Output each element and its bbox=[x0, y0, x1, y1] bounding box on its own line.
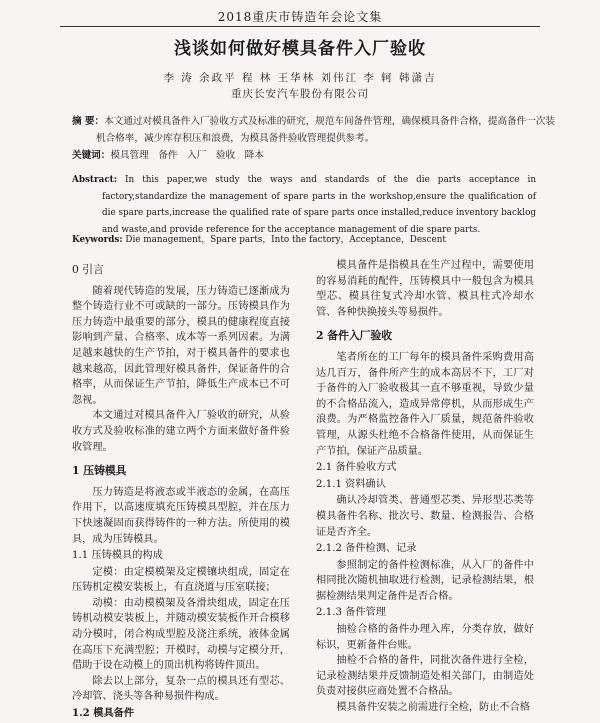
paragraph: 本文通过对模具备件入厂验收的研究，从验收方式及验收标准的建立两个方面来做好备件验收管理。 bbox=[72, 410, 290, 453]
abstract-en-label: Abstract: bbox=[72, 175, 117, 185]
subsubsection-heading: 2.1.2 备件检测、记录 bbox=[316, 543, 417, 555]
right-column bbox=[316, 258, 534, 716]
subsection-heading: 1.1 压铸模具的构成 bbox=[72, 550, 163, 562]
section-heading-acceptance: 2 备件入厂验收 bbox=[316, 329, 393, 343]
abstract-en bbox=[72, 172, 536, 238]
section-heading-die-casting: 1 压铸模具 bbox=[72, 464, 127, 478]
keywords-cn-text: 模具管理 备件 入厂 验收 降本 bbox=[110, 150, 264, 161]
subsection-heading: 1.2 模具备件 bbox=[72, 707, 135, 720]
paragraph: 抽检不合格的备件，同批次备件进行全检，记录检测结果并反馈制造处相关部门，由制造处负责对接供应商处置不合格品。 bbox=[316, 655, 534, 698]
abstract-cn-text: 本文通过对模具备件入厂验收方式及标准的研究，规范车间备件管理，确保模具备件合格，提高备件一次装机合格率，减少库存积压和浪费，为模具备件验收管理提供参考。 bbox=[96, 116, 556, 144]
abstract-cn-label: 摘 要： bbox=[72, 116, 105, 127]
keywords-cn bbox=[72, 148, 534, 164]
paragraph: 除去以上部分，复杂一点的模具还有型芯、冷却管、浇头等各种易损件构成。 bbox=[72, 675, 290, 703]
paragraph: 压力铸造是将液态或半液态的金属，在高压作用下，以高速度填充压铸模具型腔，并在压力下快速凝固而获得铸件的一种方法。所使用的模具，成为压铸模具。 bbox=[72, 486, 290, 545]
paragraph: 抽检合格的备件办理入库，分类存放，做好标识，更新备件台账。 bbox=[316, 624, 534, 651]
paragraph: 确认冷却管类、普通型芯类、异形型芯类等模具备件名称、批次号、数量、检测报告、合格证是否齐全。 bbox=[316, 495, 534, 538]
subsubsection-heading: 2.1.3 备件管理 bbox=[316, 607, 386, 619]
abstract-en-text: In this paper,we study the ways and standards of the die parts acceptance in factory,standardize the management of spare parts in the workshop,ensure the qualification of die spare parts,increase the qualified rate of spare parts once installed,reduce inventory backlog and waste,and provide reference for the acceptance management of die spare parts. bbox=[102, 175, 536, 235]
keywords-cn-label: 关键词： bbox=[72, 150, 111, 161]
keywords-en bbox=[72, 233, 536, 248]
author-list: 李 涛 余政平 程 林 王华林 刘伟江 李 轲 韩潇吉 bbox=[163, 72, 437, 84]
header-rule bbox=[60, 26, 540, 27]
paper-title: 浅谈如何做好模具备件入厂验收 bbox=[174, 39, 426, 59]
abstract-cn bbox=[72, 113, 558, 147]
paragraph: 动模：由动模模架及各滑块组成，固定在压铸机动模安装板上，并随动模安装板作开合模移动分模时，闭合构成型腔及浇注系统，液体金属在高压下充满型腔；开模时，动模与定模分开，借助于设在动模上的顶出机构将铸件顶出。 bbox=[72, 597, 290, 672]
subsection-heading: 2.1 备件验收方式 bbox=[316, 462, 397, 474]
affiliation: 重庆长安汽车股份有限公司 bbox=[231, 88, 369, 100]
paragraph: 笔者所在的工厂每年的模具备件采购费用高达几百万，备件所产生的成本高居不下，工厂对于备件的入厂验收极其一直不够重视，导致少量的不合格品流入，造成异常停机，从而形成生产浪费。为严格监控备件入厂质量，规范备件验收管理，从源头杜绝不合格备件使用，从而保证生产节拍，保证产品质量。 bbox=[316, 351, 534, 457]
paragraph: 模具备件安装之前需进行全检，防止不合格 bbox=[336, 702, 530, 714]
paragraph: 模具备件是指模具在生产过程中，需要使用的容易消耗的配件，压铸模具中一般包含为模具型芯、模具往复式冷却水管、模具柱式冷却水管、各种快换接头等易损件。 bbox=[316, 260, 534, 318]
left-column bbox=[72, 258, 290, 723]
subsubsection-heading: 2.1.1 资料确认 bbox=[316, 478, 386, 490]
paragraph: 定模：由定模模架及定模镶块组成，固定在压铸机定模安装板上，有直浇道与压室联接； bbox=[72, 566, 290, 594]
paragraph: 随着现代铸造的发展，压力铸造已逐渐成为整个铸造行业不可或缺的一部分。压铸模具作为压力铸造中最重要的部分，模具的健康程度直接影响到产量、合格率、成本等一系列因素。为满足越来越快的生产节拍，对于模具备件的要求也越来越高，因此管理好模具备件，保证备件的合格率，从而保证生产节拍，降低生产成本已不可忽视。 bbox=[72, 285, 290, 406]
keywords-en-text: Die management，Spare parts，Into the factory，Acceptance，Descent bbox=[122, 235, 446, 245]
keywords-en-label: Keywords: bbox=[72, 235, 123, 245]
section-heading-intro: 0 引言 bbox=[72, 263, 104, 276]
running-head: 2018重庆市铸造年会论文集 bbox=[217, 10, 383, 24]
paragraph: 参照制定的备件检测标准，从入厂的备件中相同批次随机抽取进行检测，记录检测结果，根据检测结果判定备件是否合格。 bbox=[316, 559, 534, 602]
